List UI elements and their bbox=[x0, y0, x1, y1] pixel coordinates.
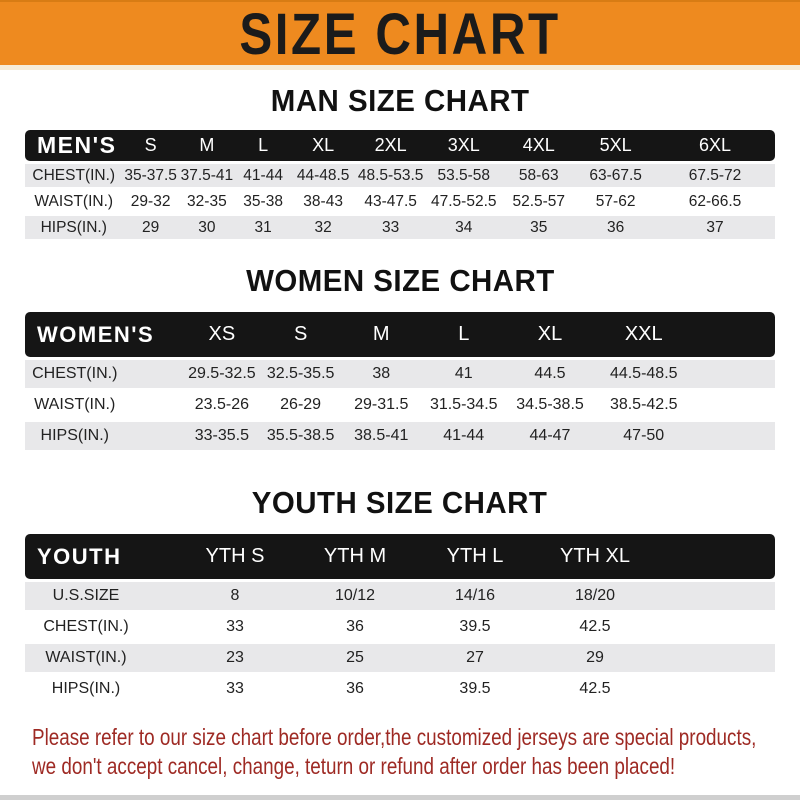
size-value-cell: 34.5-38.5 bbox=[505, 391, 595, 419]
row-label: CHEST(IN.) bbox=[25, 613, 175, 641]
size-value-cell: 33 bbox=[355, 216, 426, 239]
table-corner-label: YOUTH bbox=[25, 534, 175, 579]
size-value-cell: 42.5 bbox=[535, 675, 655, 703]
disclaimer bbox=[32, 723, 800, 781]
size-value-cell: 44.5 bbox=[505, 360, 595, 388]
size-value-cell: 33 bbox=[175, 613, 295, 641]
mens-table-body bbox=[25, 164, 775, 239]
size-value-cell: 29-31.5 bbox=[340, 391, 423, 419]
size-value-cell: 38.5-42.5 bbox=[595, 391, 693, 419]
size-value-cell: 18/20 bbox=[535, 582, 655, 610]
size-value-cell: 35.5-38.5 bbox=[261, 422, 340, 450]
row-spacer bbox=[655, 675, 775, 703]
measurement-row bbox=[25, 391, 775, 419]
size-value-cell: 38 bbox=[340, 360, 423, 388]
size-value-cell: 34 bbox=[426, 216, 501, 239]
size-column-header: YTH XL bbox=[535, 534, 655, 579]
size-column-header: XL bbox=[291, 130, 355, 161]
size-value-cell: 37 bbox=[655, 216, 775, 239]
disclaimer-line-1: Please refer to our size chart before order,the customized jerseys are special products, bbox=[32, 724, 757, 750]
size-value-cell: 31.5-34.5 bbox=[423, 391, 506, 419]
measurement-row bbox=[25, 644, 775, 672]
size-value-cell: 41-44 bbox=[235, 164, 291, 187]
size-value-cell: 14/16 bbox=[415, 582, 535, 610]
size-value-cell: 36 bbox=[295, 613, 415, 641]
youth-size-chart-heading bbox=[0, 485, 800, 521]
row-label: HIPS(IN.) bbox=[25, 675, 175, 703]
womens-size-table bbox=[25, 309, 775, 453]
size-column-header: XXL bbox=[595, 312, 693, 357]
men-section bbox=[0, 83, 800, 242]
disclaimer-line-2: we don't accept cancel, change, teturn or refund after order has been placed! bbox=[32, 753, 676, 779]
size-value-cell: 29 bbox=[535, 644, 655, 672]
size-value-cell: 33 bbox=[175, 675, 295, 703]
size-column-header: S bbox=[123, 130, 179, 161]
size-value-cell: 58-63 bbox=[501, 164, 576, 187]
size-column-header: 4XL bbox=[501, 130, 576, 161]
size-column-header: S bbox=[261, 312, 340, 357]
size-value-cell: 52.5-57 bbox=[501, 190, 576, 213]
size-value-cell: 42.5 bbox=[535, 613, 655, 641]
size-value-cell: 37.5-41 bbox=[179, 164, 235, 187]
size-column-header: YTH L bbox=[415, 534, 535, 579]
row-spacer bbox=[693, 422, 776, 450]
size-value-cell: 35-37.5 bbox=[123, 164, 179, 187]
size-value-cell: 35-38 bbox=[235, 190, 291, 213]
row-label: U.S.SIZE bbox=[25, 582, 175, 610]
size-column-header: 3XL bbox=[426, 130, 501, 161]
man-size-chart-heading-text: MAN SIZE CHART bbox=[270, 83, 530, 118]
size-header-row bbox=[25, 534, 775, 579]
women-size-chart-heading bbox=[0, 263, 800, 299]
size-value-cell: 44-48.5 bbox=[291, 164, 355, 187]
row-label: HIPS(IN.) bbox=[25, 216, 123, 239]
row-label: HIPS(IN.) bbox=[25, 422, 183, 450]
size-column-header: YTH S bbox=[175, 534, 295, 579]
youth-size-chart-heading-text: YOUTH SIZE CHART bbox=[252, 485, 548, 520]
row-label: WAIST(IN.) bbox=[25, 190, 123, 213]
measurement-row bbox=[25, 582, 775, 610]
size-value-cell: 32-35 bbox=[179, 190, 235, 213]
row-spacer bbox=[655, 582, 775, 610]
size-value-cell: 47-50 bbox=[595, 422, 693, 450]
youth-table-head bbox=[25, 534, 775, 579]
size-value-cell: 36 bbox=[295, 675, 415, 703]
mens-table-head bbox=[25, 130, 775, 161]
table-corner-label: MEN'S bbox=[25, 130, 123, 161]
size-value-cell: 36 bbox=[576, 216, 655, 239]
youth-section bbox=[0, 485, 800, 706]
measurement-row bbox=[25, 613, 775, 641]
size-value-cell: 53.5-58 bbox=[426, 164, 501, 187]
size-value-cell: 67.5-72 bbox=[655, 164, 775, 187]
row-label: CHEST(IN.) bbox=[25, 164, 123, 187]
size-value-cell: 29 bbox=[123, 216, 179, 239]
size-value-cell: 31 bbox=[235, 216, 291, 239]
size-column-header: YTH M bbox=[295, 534, 415, 579]
size-column-header: 2XL bbox=[355, 130, 426, 161]
size-column-header: 5XL bbox=[576, 130, 655, 161]
row-label: WAIST(IN.) bbox=[25, 391, 183, 419]
women-size-chart-heading-text: WOMEN SIZE CHART bbox=[245, 263, 555, 298]
size-value-cell: 8 bbox=[175, 582, 295, 610]
measurement-row bbox=[25, 164, 775, 187]
measurement-row bbox=[25, 360, 775, 388]
table-corner-label: WOMEN'S bbox=[25, 312, 183, 357]
row-label: WAIST(IN.) bbox=[25, 644, 175, 672]
size-value-cell: 29-32 bbox=[123, 190, 179, 213]
header-spacer bbox=[693, 312, 776, 357]
size-value-cell: 57-62 bbox=[576, 190, 655, 213]
youth-size-table bbox=[25, 531, 775, 706]
size-column-header: XL bbox=[505, 312, 595, 357]
size-value-cell: 38-43 bbox=[291, 190, 355, 213]
header-spacer bbox=[655, 534, 775, 579]
size-value-cell: 48.5-53.5 bbox=[355, 164, 426, 187]
size-value-cell: 38.5-41 bbox=[340, 422, 423, 450]
womens-table-head bbox=[25, 312, 775, 357]
measurement-row bbox=[25, 422, 775, 450]
size-value-cell: 39.5 bbox=[415, 675, 535, 703]
size-value-cell: 62-66.5 bbox=[655, 190, 775, 213]
size-value-cell: 33-35.5 bbox=[183, 422, 262, 450]
row-spacer bbox=[655, 644, 775, 672]
size-column-header: XS bbox=[183, 312, 262, 357]
size-value-cell: 41-44 bbox=[423, 422, 506, 450]
measurement-row bbox=[25, 675, 775, 703]
size-header-row bbox=[25, 130, 775, 161]
size-column-header: L bbox=[235, 130, 291, 161]
size-header-row bbox=[25, 312, 775, 357]
size-value-cell: 29.5-32.5 bbox=[183, 360, 262, 388]
row-spacer bbox=[693, 360, 776, 388]
size-value-cell: 47.5-52.5 bbox=[426, 190, 501, 213]
size-value-cell: 44.5-48.5 bbox=[595, 360, 693, 388]
size-value-cell: 26-29 bbox=[261, 391, 340, 419]
size-value-cell: 30 bbox=[179, 216, 235, 239]
size-value-cell: 44-47 bbox=[505, 422, 595, 450]
size-column-header: L bbox=[423, 312, 506, 357]
size-value-cell: 23 bbox=[175, 644, 295, 672]
womens-table-body bbox=[25, 360, 775, 450]
size-value-cell: 25 bbox=[295, 644, 415, 672]
youth-table-body bbox=[25, 582, 775, 703]
measurement-row bbox=[25, 216, 775, 239]
size-column-header: 6XL bbox=[655, 130, 775, 161]
size-value-cell: 32 bbox=[291, 216, 355, 239]
row-spacer bbox=[655, 613, 775, 641]
size-value-cell: 10/12 bbox=[295, 582, 415, 610]
mens-size-table bbox=[25, 127, 775, 242]
size-value-cell: 41 bbox=[423, 360, 506, 388]
size-value-cell: 23.5-26 bbox=[183, 391, 262, 419]
size-value-cell: 32.5-35.5 bbox=[261, 360, 340, 388]
size-value-cell: 39.5 bbox=[415, 613, 535, 641]
bottom-border-strip bbox=[0, 795, 800, 800]
size-value-cell: 35 bbox=[501, 216, 576, 239]
women-section bbox=[0, 263, 800, 453]
banner-title: SIZE CHART bbox=[239, 2, 561, 67]
size-column-header: M bbox=[340, 312, 423, 357]
measurement-row bbox=[25, 190, 775, 213]
size-chart-banner bbox=[0, 0, 800, 70]
size-value-cell: 27 bbox=[415, 644, 535, 672]
man-size-chart-heading bbox=[0, 83, 800, 119]
row-spacer bbox=[693, 391, 776, 419]
size-column-header: M bbox=[179, 130, 235, 161]
row-label: CHEST(IN.) bbox=[25, 360, 183, 388]
size-value-cell: 43-47.5 bbox=[355, 190, 426, 213]
size-value-cell: 63-67.5 bbox=[576, 164, 655, 187]
